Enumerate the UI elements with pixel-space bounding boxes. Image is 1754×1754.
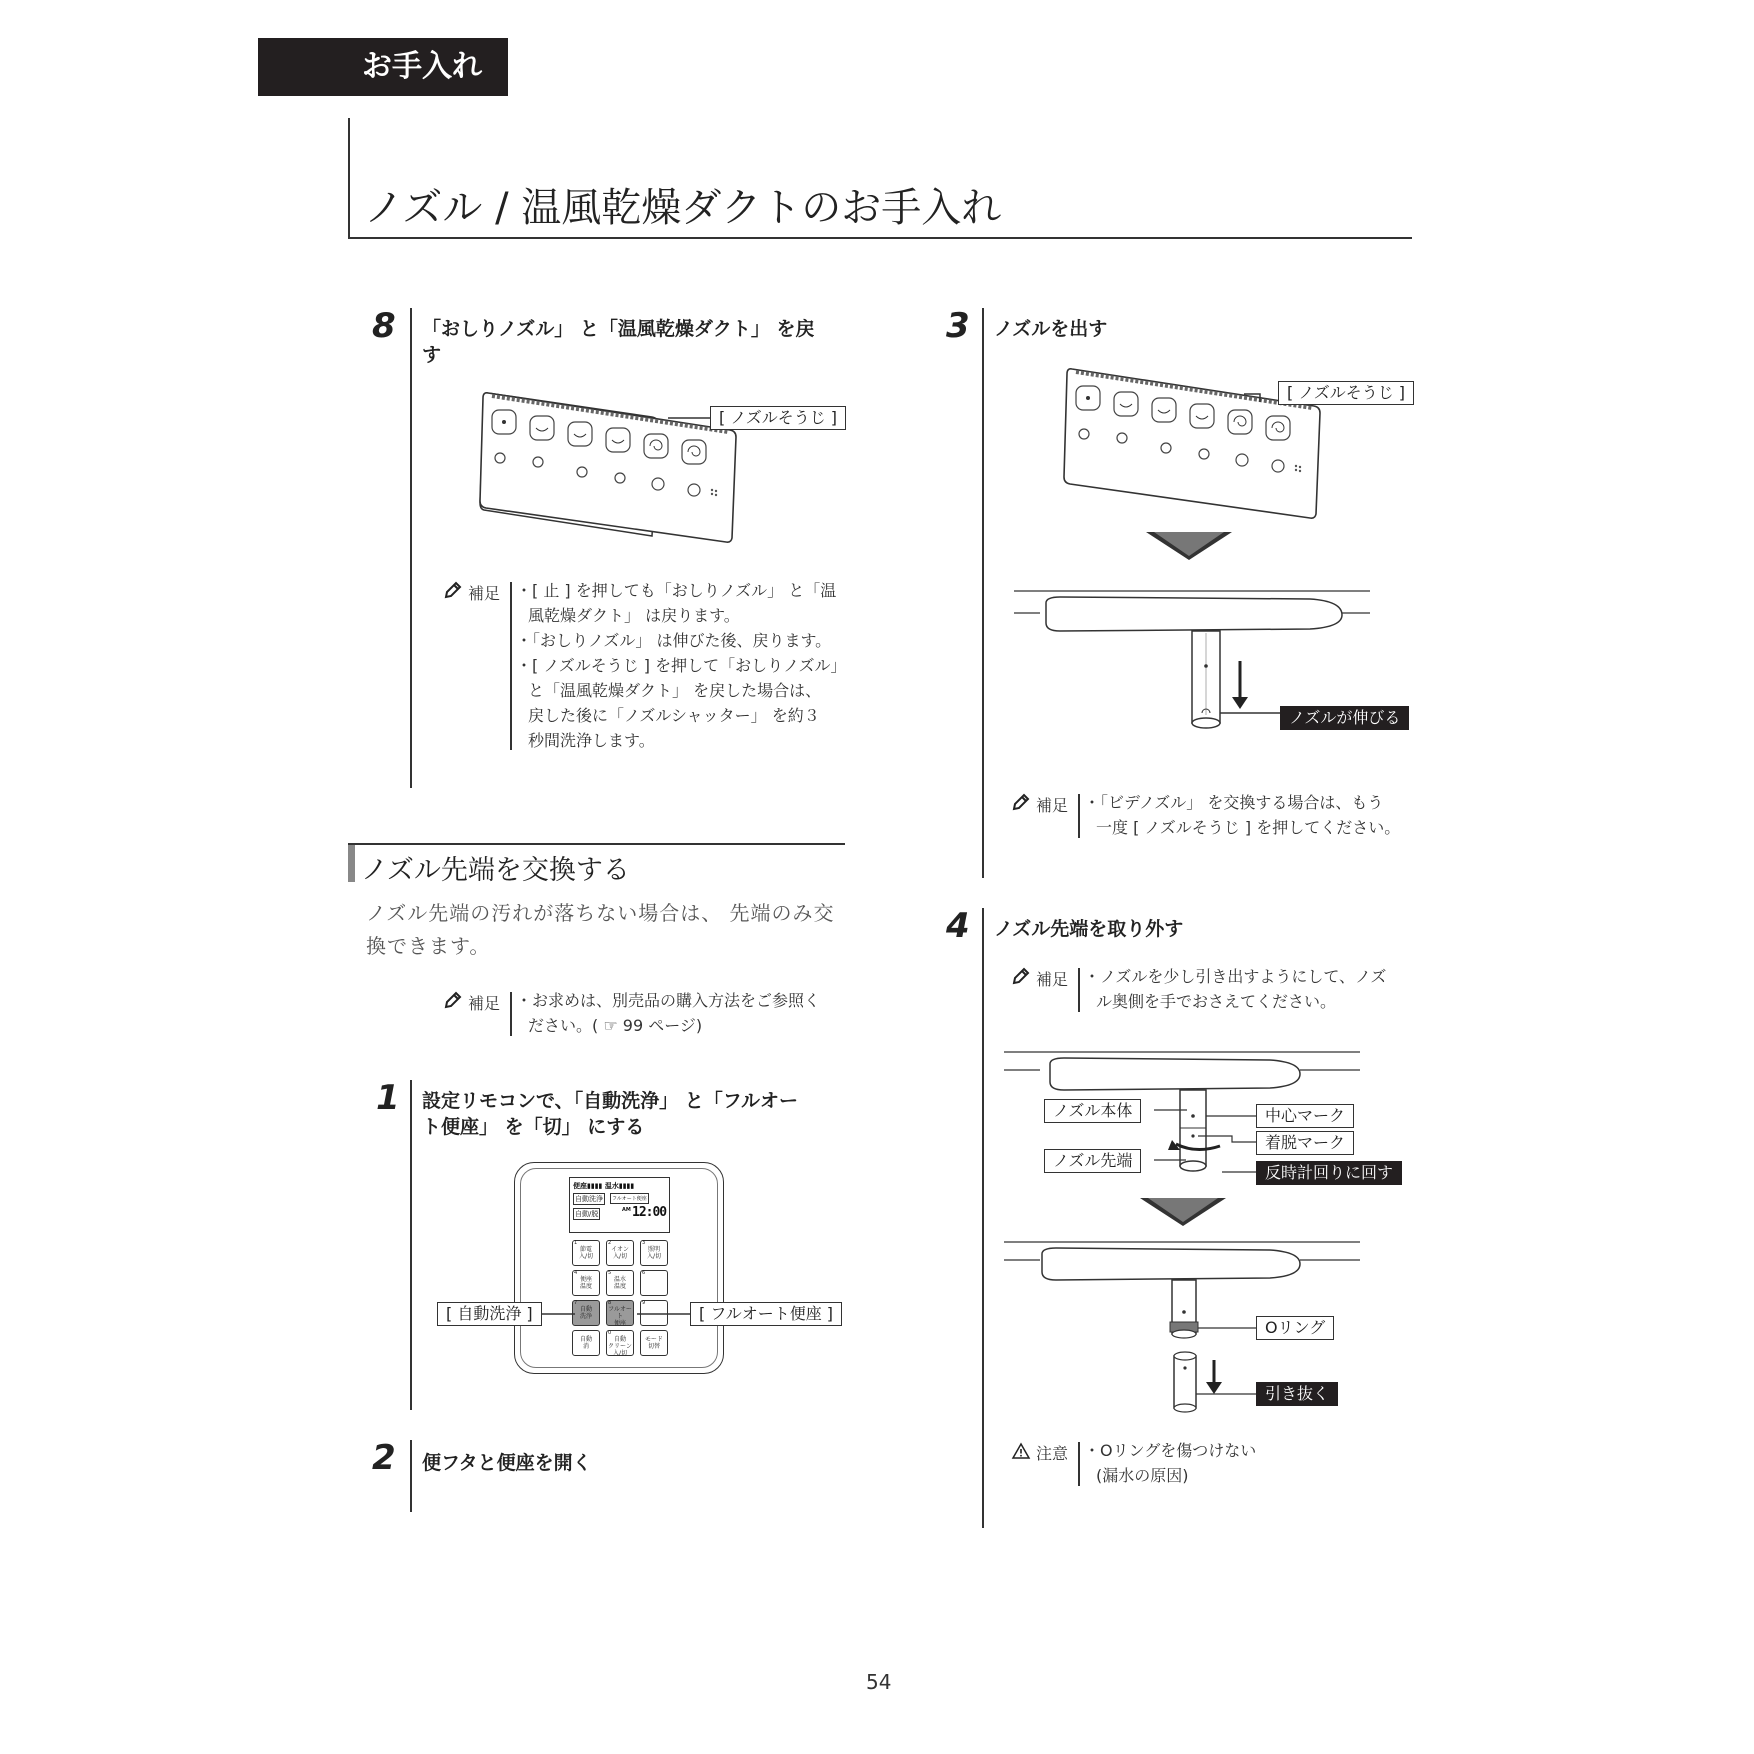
remote-key-number: 2 <box>608 1240 612 1246</box>
oring-label: Oリング <box>1256 1316 1334 1340</box>
caution-label: 注意 <box>1036 1444 1069 1463</box>
remote-key-label: 自動 クリーン 入/切 <box>608 1336 632 1357</box>
remote-key-number: 3 <box>642 1240 646 1246</box>
note-bar <box>1078 968 1080 1012</box>
remote-key-number: 8 <box>608 1300 612 1306</box>
remote-key-label: 温水 温度 <box>613 1276 626 1290</box>
remote-key-label: 節電 入/切 <box>578 1246 594 1260</box>
intro-line: ノズル先端の汚れが落ちない場合は、 先端のみ交 <box>366 901 835 925</box>
lcd-auto-wash: 自動洗浄 <box>575 1195 603 1203</box>
caution-note <box>1084 1438 1256 1488</box>
remote-key-label: 照明 入/切 <box>646 1246 662 1260</box>
note-line: ル奥側を手でおさえてください。 <box>1096 992 1337 1011</box>
pull-out-label: 引き抜く <box>1256 1382 1338 1406</box>
step-4-number: 4 <box>946 906 970 946</box>
remote-key-label: 自動 洗浄 <box>579 1306 592 1320</box>
note-line: ・「ビデノズル」 を交換する場合は、もう <box>1084 793 1384 812</box>
note-line: ・[ ノズルそうじ ] を押して「おしりノズル」 <box>516 656 847 675</box>
remote-key-number: 1 <box>574 1240 578 1246</box>
note-label: 補足 <box>468 994 501 1013</box>
note-line: ださい。( ☞ 99 ページ) <box>528 1016 703 1035</box>
intro-line: 換できます。 <box>366 934 491 958</box>
lcd-auto-off: 自動/脱 <box>575 1210 599 1218</box>
down-chevron-icon <box>1146 532 1232 562</box>
step-8-title-line: 「おしりノズル」 と「温風乾燥ダクト」 を戻 <box>422 318 815 340</box>
remote-key-number: 0 <box>608 1330 612 1336</box>
caution-line: ・Oリングを傷つけない <box>1084 1441 1257 1460</box>
pencil-icon <box>1012 967 1030 985</box>
page-title: ノズル / 温風乾燥ダクトのお手入れ <box>364 185 1002 231</box>
nozzle-cleaning-callout: [ ノズルそうじ ] <box>710 406 846 430</box>
page-number: 54 <box>866 1670 892 1694</box>
step-4-title: ノズル先端を取り外す <box>994 918 1184 940</box>
lcd-ampm: AM <box>622 1207 631 1213</box>
remote-key-number: 4 <box>574 1270 578 1276</box>
nozzle-cleaning-callout: [ ノズルそうじ ] <box>1278 381 1414 405</box>
remote-key-label: モード 切替 <box>645 1336 663 1350</box>
note-label: 補足 <box>468 584 501 603</box>
detach-mark-label: 着脱マーク <box>1256 1131 1354 1155</box>
pencil-icon <box>1012 793 1030 811</box>
step-3-note <box>1084 790 1400 840</box>
center-mark-label: 中心マーク <box>1256 1104 1354 1128</box>
step-2-title: 便フタと便座を開く <box>422 1452 592 1474</box>
note-line: ・ノズルを少し引き出すようにして、ノズ <box>1084 967 1387 986</box>
step-3-title: ノズルを出す <box>994 318 1108 340</box>
note-label: 補足 <box>1036 796 1069 815</box>
lcd-time: 12:00 <box>632 1205 667 1220</box>
down-chevron-icon <box>1140 1198 1226 1228</box>
lcd-full-auto: フルオート便座 <box>610 1193 649 1204</box>
section-tab: お手入れ <box>258 38 508 96</box>
nozzle-extends-callout: ノズルが伸びる <box>1280 706 1409 730</box>
note-line: ・[ 止 ] を押しても「おしりノズル」 と「温 <box>516 581 837 600</box>
caution-line: (漏水の原因) <box>1096 1466 1189 1485</box>
step-3-number: 3 <box>946 306 970 346</box>
remote-key-number: 7 <box>574 1300 578 1306</box>
note-line: 風乾燥ダクト」 は戻ります。 <box>528 606 740 625</box>
nozzle-body-label: ノズル本体 <box>1044 1099 1141 1123</box>
nozzle-removed-illustration <box>1000 1236 1400 1416</box>
note-line: 秒間洗浄します。 <box>528 731 655 750</box>
note-line: 戻した後に「ノズルシャッター」 を約３ <box>528 706 820 725</box>
remote-key-label: 自動 消 <box>579 1336 592 1350</box>
auto-wash-callout: [ 自動洗浄 ] <box>437 1302 542 1326</box>
remote-key-number: 9 <box>642 1300 646 1306</box>
remote-key-label: フルオート 便座 <box>608 1306 632 1327</box>
note-line: と「温風乾燥ダクト」 を戻した場合は、 <box>528 681 822 700</box>
step-8-number: 8 <box>372 306 396 346</box>
rotate-ccw-label: 反時計回りに回す <box>1256 1161 1402 1185</box>
step-8-title-line: す <box>422 344 442 366</box>
note-line: ・お求めは、別売品の購入方法をご参照く <box>516 991 821 1010</box>
remote-key-label: 便座 温度 <box>579 1276 592 1290</box>
sub-heading: ノズル先端を交換する <box>361 855 630 886</box>
note-bar <box>1078 794 1080 838</box>
note-line: 一度 [ ノズルそうじ ] を押してください。 <box>1096 818 1401 837</box>
step-1-number: 1 <box>376 1078 400 1118</box>
step-2-number: 2 <box>372 1438 396 1478</box>
note-line: ・「おしりノズル」 は伸びた後、戻ります。 <box>516 631 832 650</box>
step-1-title-line: ト便座」 を「切」 にする <box>422 1116 645 1138</box>
remote-key-number: 6 <box>642 1270 646 1276</box>
step-4-note <box>1084 964 1386 1014</box>
step-1-title-line: 設定リモコンで、「自動洗浄」 と「フルオー <box>422 1090 798 1112</box>
step-4-rule <box>982 908 984 1528</box>
lcd-row: 便座▮▮▮▮ 温水▮▮▮▮ <box>573 1182 635 1190</box>
warning-icon <box>1012 1443 1030 1459</box>
full-auto-seat-callout: [ フルオート便座 ] <box>690 1302 842 1326</box>
remote-key-number: 5 <box>608 1270 612 1276</box>
remote-key-label: イオン 入/切 <box>611 1246 629 1260</box>
nozzle-tip-label: ノズル先端 <box>1044 1149 1141 1173</box>
note-bar <box>1078 1442 1080 1486</box>
note-label: 補足 <box>1036 970 1069 989</box>
